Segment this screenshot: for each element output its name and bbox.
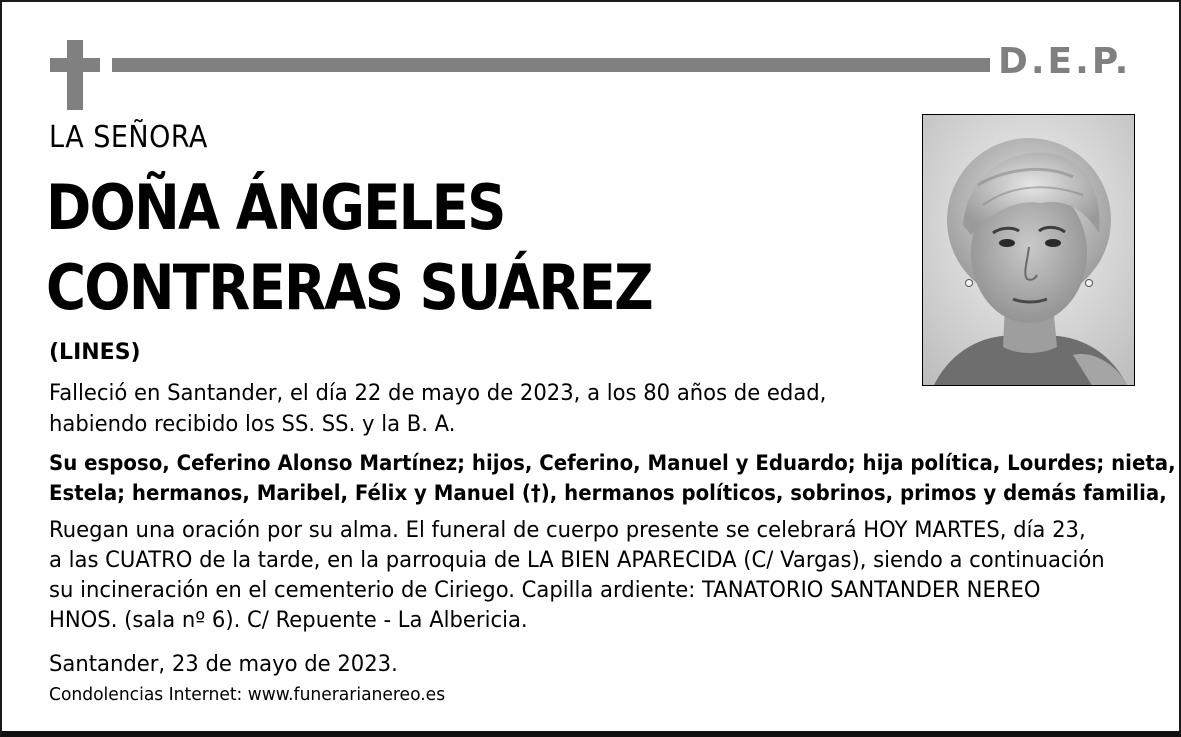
funeral-line2: a las CUATRO de la tarde, en la parroquia de LA BIEN APARECIDA (C/ Vargas), siendo a continuación <box>49 548 1105 573</box>
latin-cross-icon <box>50 40 100 110</box>
dep-label: D.E.P. <box>998 41 1132 82</box>
honorific: LA SEÑORA <box>49 120 208 155</box>
family-line2: Estela; hermanos, Maribel, Félix y Manuel (†), hermanos políticos, sobrinos, primos y demás familia, <box>49 481 1167 505</box>
funeral-details <box>49 516 1143 636</box>
deceased-nickname: (LINES) <box>49 340 141 365</box>
header-rule <box>112 58 990 72</box>
death-notice-line1: Falleció en Santander, el día 22 de mayo de 2023, a los 80 años de edad, <box>49 381 827 406</box>
deceased-name <box>46 168 652 328</box>
condolences-link: Condolencias Internet: www.funerarianereo.es <box>49 684 446 705</box>
portrait-photo <box>922 114 1135 386</box>
funeral-line3: su incineración en el cementerio de Ciriego. Capilla ardiente: TANATORIO SANTANDER NEREO <box>49 578 1041 603</box>
family-line1: Su esposo, Ceferino Alonso Martínez; hijos, Ceferino, Manuel y Eduardo; hija política, Lourdes; nieta, <box>49 451 1176 475</box>
death-notice <box>49 378 836 440</box>
deceased-name-line1: DOÑA ÁNGELES <box>46 171 505 244</box>
death-notice-line2: habiendo recibido los SS. SS. y la B. A. <box>49 412 456 437</box>
deceased-name-line2: CONTRERAS SUÁREZ <box>46 251 652 324</box>
funeral-line4: HNOS. (sala nº 6). C/ Repuente - La Albericia. <box>49 608 528 633</box>
funeral-line1: Ruegan una oración por su alma. El funeral de cuerpo presente se celebrará HOY MARTES, día 23, <box>49 518 1086 543</box>
place-date: Santander, 23 de mayo de 2023. <box>49 652 398 677</box>
family-list <box>49 448 1176 508</box>
